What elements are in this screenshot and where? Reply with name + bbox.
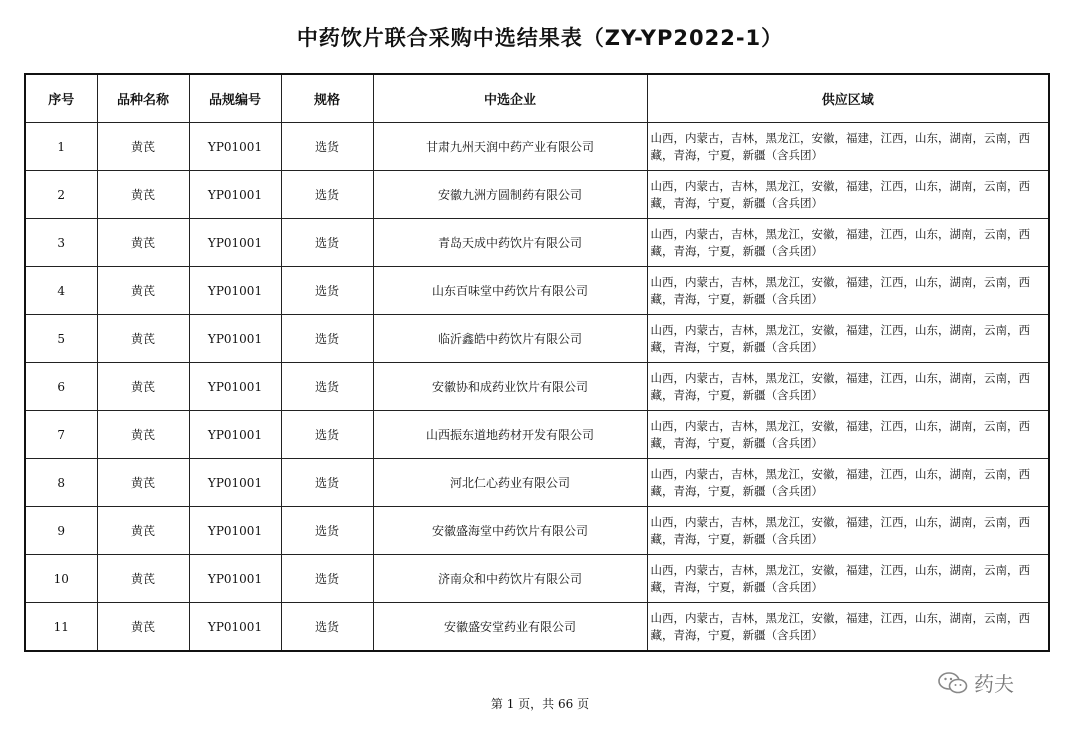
cell-code: YP01001 bbox=[189, 507, 281, 555]
table-row bbox=[25, 459, 1049, 507]
cell-variety: 黄芪 bbox=[97, 363, 189, 411]
cell-no: 8 bbox=[25, 459, 97, 507]
cell-region: 山西，内蒙古，吉林，黑龙江，安徽，福建，江西，山东，湖南，云南，西藏，青海，宁夏，新疆（含兵团） bbox=[647, 363, 1049, 411]
cell-no: 9 bbox=[25, 507, 97, 555]
cell-no: 11 bbox=[25, 603, 97, 652]
cell-code: YP01001 bbox=[189, 363, 281, 411]
cell-company: 济南众和中药饮片有限公司 bbox=[373, 555, 647, 603]
cell-variety: 黄芪 bbox=[97, 315, 189, 363]
cell-code: YP01001 bbox=[189, 219, 281, 267]
cell-region: 山西，内蒙古，吉林，黑龙江，安徽，福建，江西，山东，湖南，云南，西藏，青海，宁夏，新疆（含兵团） bbox=[647, 123, 1049, 171]
cell-spec: 选货 bbox=[281, 363, 373, 411]
watermark-text: 药夫 bbox=[974, 672, 1014, 696]
table-row bbox=[25, 219, 1049, 267]
cell-company: 山西振东道地药材开发有限公司 bbox=[373, 411, 647, 459]
cell-no: 10 bbox=[25, 555, 97, 603]
cell-code: YP01001 bbox=[189, 315, 281, 363]
header-code: 品规编号 bbox=[189, 74, 281, 123]
cell-company: 安徽盛海堂中药饮片有限公司 bbox=[373, 507, 647, 555]
cell-variety: 黄芪 bbox=[97, 171, 189, 219]
header-region: 供应区域 bbox=[647, 74, 1049, 123]
cell-company: 山东百味堂中药饮片有限公司 bbox=[373, 267, 647, 315]
cell-region: 山西，内蒙古，吉林，黑龙江，安徽，福建，江西，山东，湖南，云南，西藏，青海，宁夏，新疆（含兵团） bbox=[647, 171, 1049, 219]
header-spec: 规格 bbox=[281, 74, 373, 123]
table-row bbox=[25, 363, 1049, 411]
cell-company: 甘肃九州天润中药产业有限公司 bbox=[373, 123, 647, 171]
table-row bbox=[25, 603, 1049, 652]
cell-spec: 选货 bbox=[281, 267, 373, 315]
cell-no: 4 bbox=[25, 267, 97, 315]
cell-no: 6 bbox=[25, 363, 97, 411]
cell-company: 青岛天成中药饮片有限公司 bbox=[373, 219, 647, 267]
cell-no: 7 bbox=[25, 411, 97, 459]
cell-code: YP01001 bbox=[189, 555, 281, 603]
watermark bbox=[938, 668, 1014, 697]
cell-region: 山西，内蒙古，吉林，黑龙江，安徽，福建，江西，山东，湖南，云南，西藏，青海，宁夏，新疆（含兵团） bbox=[647, 507, 1049, 555]
cell-no: 1 bbox=[25, 123, 97, 171]
header-no: 序号 bbox=[25, 74, 97, 123]
cell-region: 山西，内蒙古，吉林，黑龙江，安徽，福建，江西，山东，湖南，云南，西藏，青海，宁夏，新疆（含兵团） bbox=[647, 555, 1049, 603]
cell-spec: 选货 bbox=[281, 315, 373, 363]
table-row bbox=[25, 171, 1049, 219]
table-row bbox=[25, 267, 1049, 315]
cell-variety: 黄芪 bbox=[97, 555, 189, 603]
cell-spec: 选货 bbox=[281, 171, 373, 219]
cell-region: 山西，内蒙古，吉林，黑龙江，安徽，福建，江西，山东，湖南，云南，西藏，青海，宁夏，新疆（含兵团） bbox=[647, 315, 1049, 363]
cell-spec: 选货 bbox=[281, 123, 373, 171]
cell-company: 临沂鑫皓中药饮片有限公司 bbox=[373, 315, 647, 363]
cell-company: 安徽协和成药业饮片有限公司 bbox=[373, 363, 647, 411]
cell-no: 3 bbox=[25, 219, 97, 267]
cell-variety: 黄芪 bbox=[97, 219, 189, 267]
cell-code: YP01001 bbox=[189, 171, 281, 219]
cell-company: 安徽九洲方圆制药有限公司 bbox=[373, 171, 647, 219]
cell-spec: 选货 bbox=[281, 555, 373, 603]
results-table bbox=[24, 73, 1050, 652]
wechat-icon bbox=[938, 671, 968, 695]
cell-spec: 选货 bbox=[281, 411, 373, 459]
cell-company: 河北仁心药业有限公司 bbox=[373, 459, 647, 507]
cell-spec: 选货 bbox=[281, 459, 373, 507]
cell-spec: 选货 bbox=[281, 219, 373, 267]
header-row bbox=[25, 74, 1049, 123]
cell-spec: 选货 bbox=[281, 507, 373, 555]
cell-variety: 黄芪 bbox=[97, 123, 189, 171]
cell-no: 2 bbox=[25, 171, 97, 219]
cell-region: 山西，内蒙古，吉林，黑龙江，安徽，福建，江西，山东，湖南，云南，西藏，青海，宁夏，新疆（含兵团） bbox=[647, 411, 1049, 459]
table-row bbox=[25, 411, 1049, 459]
cell-variety: 黄芪 bbox=[97, 267, 189, 315]
cell-company: 安徽盛安堂药业有限公司 bbox=[373, 603, 647, 652]
cell-variety: 黄芪 bbox=[97, 459, 189, 507]
cell-region: 山西，内蒙古，吉林，黑龙江，安徽，福建，江西，山东，湖南，云南，西藏，青海，宁夏，新疆（含兵团） bbox=[647, 603, 1049, 652]
table-row bbox=[25, 315, 1049, 363]
cell-code: YP01001 bbox=[189, 123, 281, 171]
table-row bbox=[25, 123, 1049, 171]
cell-variety: 黄芪 bbox=[97, 507, 189, 555]
cell-code: YP01001 bbox=[189, 267, 281, 315]
cell-variety: 黄芪 bbox=[97, 603, 189, 652]
cell-code: YP01001 bbox=[189, 459, 281, 507]
cell-region: 山西，内蒙古，吉林，黑龙江，安徽，福建，江西，山东，湖南，云南，西藏，青海，宁夏，新疆（含兵团） bbox=[647, 219, 1049, 267]
table-row bbox=[25, 555, 1049, 603]
cell-variety: 黄芪 bbox=[97, 411, 189, 459]
table-row bbox=[25, 507, 1049, 555]
cell-code: YP01001 bbox=[189, 603, 281, 652]
cell-region: 山西，内蒙古，吉林，黑龙江，安徽，福建，江西，山东，湖南，云南，西藏，青海，宁夏，新疆（含兵团） bbox=[647, 459, 1049, 507]
cell-no: 5 bbox=[25, 315, 97, 363]
header-company: 中选企业 bbox=[373, 74, 647, 123]
cell-code: YP01001 bbox=[189, 411, 281, 459]
page-footer: 第 1 页，共 66 页 bbox=[490, 697, 590, 711]
cell-region: 山西，内蒙古，吉林，黑龙江，安徽，福建，江西，山东，湖南，云南，西藏，青海，宁夏，新疆（含兵团） bbox=[647, 267, 1049, 315]
header-variety: 品种名称 bbox=[97, 74, 189, 123]
cell-spec: 选货 bbox=[281, 603, 373, 652]
page-title: 中药饮片联合采购中选结果表（ZY-YP2022-1） bbox=[296, 26, 784, 50]
